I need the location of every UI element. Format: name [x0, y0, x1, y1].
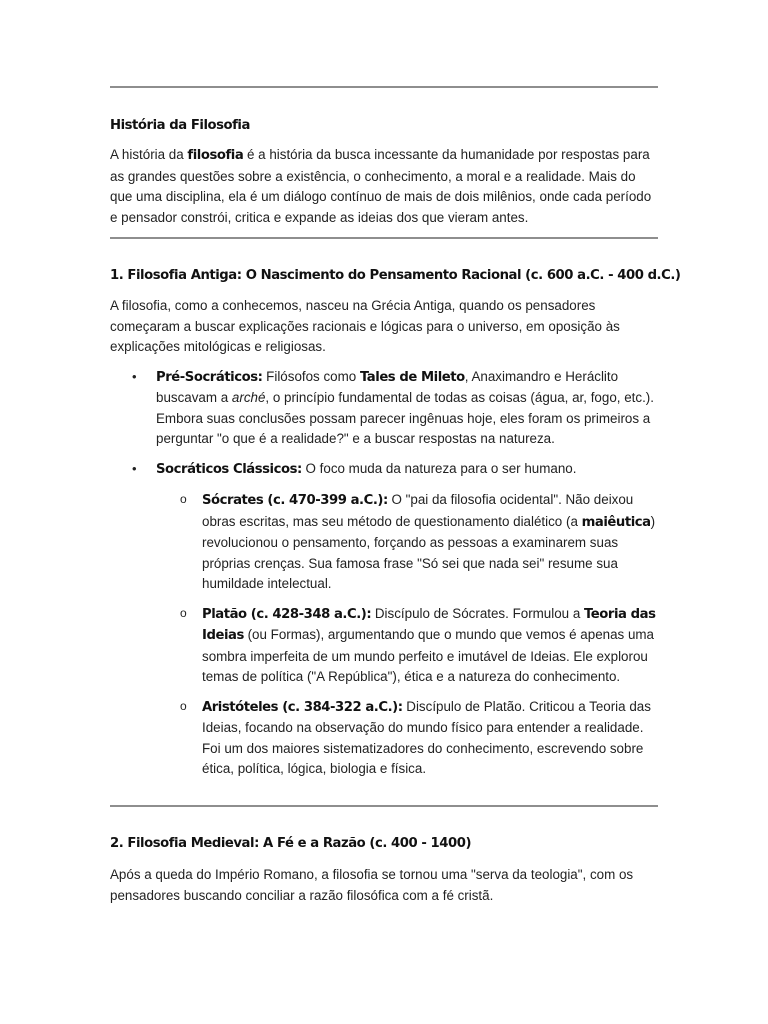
section1-intro: A filosofia, como a conhecemos, nasceu na Grécia Antiga, quando os pensadores começaram a buscar explicações racionais e lógicas para o universo, em oposição às explicações mitológicas e religiosas.: [110, 298, 620, 354]
sublist-item-aristoteles: [110, 697, 658, 780]
socrates-label: Sócrates (c. 470-399 a.C.):: [202, 493, 388, 508]
presocraticos-text-3: , o princípio fundamental de todas as coisas (água, ar, fogo, etc.). Embora suas conclusões possam parecer ingênuas hoje, eles foram os primeiros a perguntar "o que é a realidade?" e a buscar respostas na natureza.: [156, 390, 654, 446]
aristoteles-text: Discípulo de Platão. Criticou a Teoria das Ideias, focando na observação do mundo físico para entender a realidade. Foi um dos maiores sistematizadores do conhecimento, escrevendo sobre ética, política, lógica, biologia e física.: [202, 698, 651, 776]
section2-divider: [110, 805, 658, 807]
maieutica-term: maiêutica: [581, 514, 651, 530]
sublist-item-socrates: [110, 490, 658, 595]
intro-section: [110, 116, 658, 228]
arche-term: arché: [231, 390, 266, 405]
section1-heading: 1. Filosofia Antiga: O Nascimento do Pensamento Racional (c. 600 a.C. - 400 d.C.): [110, 268, 681, 283]
platao-text-1: Discípulo de Sócrates. Formulou a: [371, 605, 585, 621]
bullet-icon: •: [132, 368, 137, 384]
tales-name: Tales de Mileto: [359, 369, 465, 385]
platao-label: Platão (c. 428-348 a.C.):: [202, 606, 372, 622]
socraticos-sublist: [110, 490, 658, 780]
section2-heading: 2. Filosofia Medieval: A Fé e a Razão (c. 400 - 1400): [110, 836, 472, 851]
presocraticos-text-2: , Anaximandro e Heráclito buscavam a: [156, 368, 619, 405]
list-item-socraticos: [110, 459, 658, 780]
platao-text-2: (ou Formas), argumentando que o mundo que vemos é apenas uma sombra imperfeita de um mundo perfeito e imutável de Ideias. Ele explorou temas de política ("A República"), ética e a natureza do conhecimento.: [202, 627, 654, 684]
sub-bullet-icon: o: [180, 698, 187, 713]
sublist-item-platao: [110, 604, 658, 688]
section1: [110, 266, 681, 780]
sub-bullet-icon: o: [180, 492, 187, 506]
section2: [110, 834, 658, 906]
bullet-icon: •: [132, 460, 137, 476]
section2-intro: Após a queda do Império Romano, a filosofia se tornou uma "serva da teologia", com os pensadores buscando conciliar a razão filosófica com a fé cristã.: [110, 867, 634, 903]
socraticos-label: Socráticos Clássicos:: [156, 461, 302, 477]
socraticos-text: O foco muda da natureza para o ser humano.: [301, 460, 577, 476]
presocraticos-label: Pré-Socráticos:: [156, 369, 263, 385]
intro-text-a: A história da: [110, 147, 188, 162]
list-item-presocraticos: [110, 367, 658, 450]
presocraticos-text-1: Filósofos como: [262, 368, 360, 384]
aristoteles-label: Aristóteles (c. 384-322 a.C.):: [202, 699, 403, 715]
socrates-text-2: ) revolucionou o pensamento, forçando as pessoas a examinarem suas próprias crenças. Sua famosa frase "Só sei que nada sei" resume sua humildade intelectual.: [202, 513, 656, 591]
socrates-text-1: O "pai da filosofia ocidental". Não deixou obras escritas, mas seu método de questionamento dialético (a: [202, 492, 634, 529]
intro-paragraph: [110, 145, 658, 228]
intro-bold-term: filosofia: [187, 148, 244, 163]
top-divider: [110, 86, 658, 88]
intro-text-b: é a história da busca incessante da humanidade por respostas para as grandes questões sobre a existência, o conhecimento, a moral e a realidade. Mais do que uma disciplina, ela é um diálogo contínuo de mais de dois milênios, onde cada período e pensador constrói, critica e expande as ideias dos que vieram antes.: [110, 147, 652, 225]
teoria-ideias-term: Teoria das Ideias: [202, 606, 656, 643]
page-title: História da Filosofia: [110, 118, 250, 133]
sub-bullet-icon: o: [180, 605, 187, 620]
section1-list: [110, 367, 658, 780]
section1-divider: [110, 237, 658, 239]
